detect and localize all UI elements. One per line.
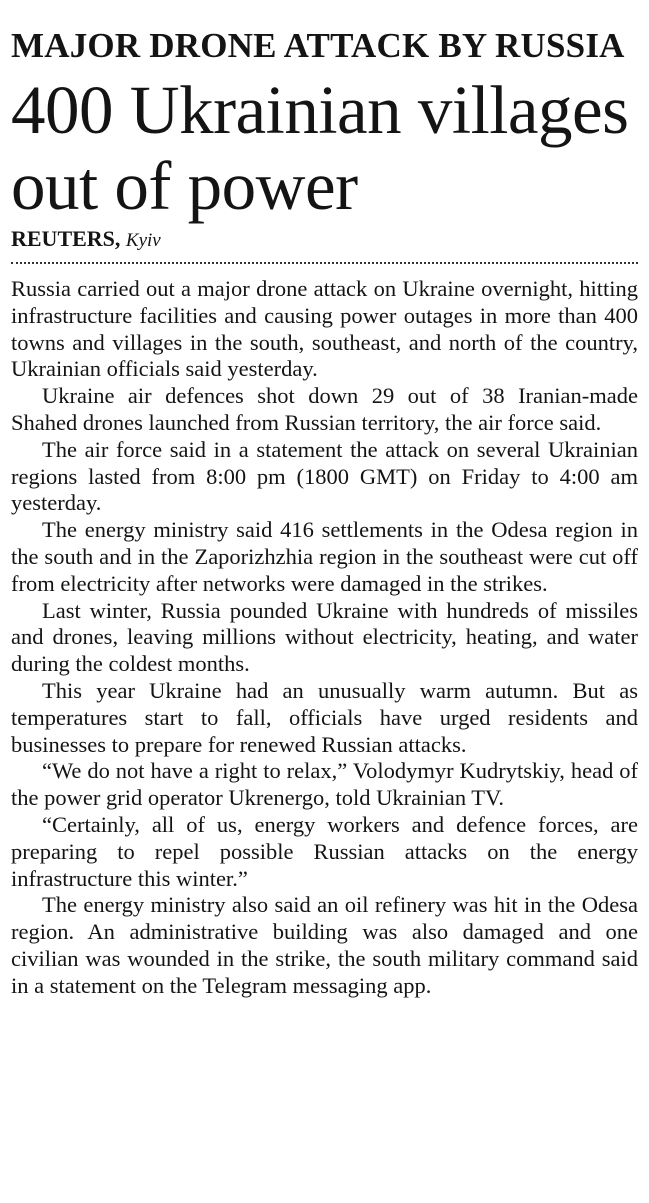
article-byline (11, 226, 638, 254)
body-paragraph: The energy ministry also said an oil refinery was hit in the Odesa region. An administrative building was also damaged and one civilian was wounded in the strike, the south military command said in a statement on the Telegram messaging app. (11, 892, 638, 998)
body-paragraph: Last winter, Russia pounded Ukraine with hundreds of missiles and drones, leaving millions without electricity, heating, and water during the coldest months. (11, 597, 638, 677)
article-headline: 400 Ukrainian villages out of power (11, 72, 629, 224)
article-body (11, 276, 638, 1000)
body-paragraph: Russia carried out a major drone attack on Ukraine overnight, hitting infrastructure facilities and causing power outages in more than 400 towns and villages in the south, southeast, and north of the country, Ukrainian officials said yesterday. (11, 276, 638, 382)
dotted-divider (11, 262, 638, 264)
body-paragraph: Ukraine air defences shot down 29 out of 38 Iranian-made Shahed drones launched from Russian territory, the air force said. (11, 383, 638, 435)
body-paragraph: “Certainly, all of us, energy workers and defence forces, are preparing to repel possible Russian attacks on the energy infrastructure this winter.” (11, 811, 638, 891)
byline-dateline: Kyiv (125, 230, 161, 251)
body-paragraph: “We do not have a right to relax,” Volodymyr Kudrytskiy, head of the power grid operator Ukrenergo, told Ukrainian TV. (11, 758, 638, 811)
body-paragraph: The energy ministry said 416 settlements in the Odesa region in the south and in the Zaporizhzhia region in the southeast were cut off from electricity after networks were damaged in the strikes. (11, 517, 638, 596)
article-kicker: MAJOR DRONE ATTACK BY RUSSIA (11, 26, 625, 65)
news-article (0, 26, 649, 1000)
body-paragraph: The air force said in a statement the attack on several Ukrainian regions lasted from 8:00 pm (1800 GMT) on Friday to 4:00 am yesterday. (11, 436, 638, 516)
byline-agency: REUTERS, (11, 226, 121, 251)
body-paragraph: This year Ukraine had an unusually warm autumn. But as temperatures start to fall, officials have urged residents and businesses to prepare for renewed Russian attacks. (11, 677, 638, 757)
